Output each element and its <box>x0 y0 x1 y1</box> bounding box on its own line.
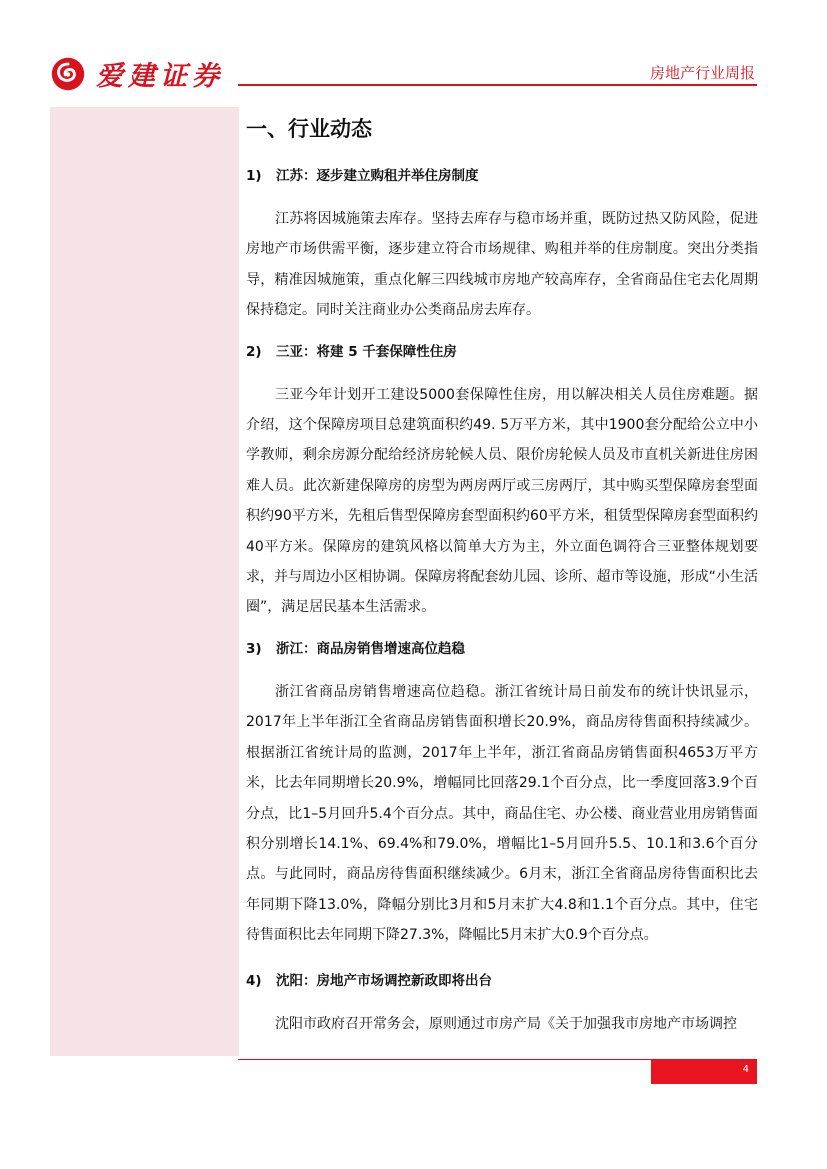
report-title: 房地产行业周报 <box>649 64 755 82</box>
section-title: 一、行业动态 <box>246 117 372 141</box>
item-heading-text: 江苏：逐步建立购租并举住房制度 <box>276 168 479 184</box>
item-heading <box>246 635 758 665</box>
item-heading-text: 三亚：将建 5 千套保障性住房 <box>276 343 457 360</box>
item-number: 3) <box>246 640 262 657</box>
main-content <box>246 110 758 1039</box>
logo-swirl-icon <box>50 56 86 92</box>
item-number: 4) <box>246 972 262 989</box>
item-body: 沈阳市政府召开常务会，原则通过市房产局《关于加强我市房地产市场调控 <box>275 1015 737 1032</box>
item-heading <box>246 162 758 192</box>
company-logo <box>50 54 224 93</box>
item-body: 三亚今年计划开工建设5000套保障性住房，用以解决相关人员住房难题。据介绍，这个保障房项目总建筑面积约49. 5万平方米，其中1900套分配给公立中小学教师，剩余房源分配给经济房轮候人员、限价房轮候人员及市直机关新进住房困难人员。此次新建保障房的房型为两房两厅或三房两厅，其中购买型保障房套型面积约90平方米，先租后售型保障房套型面积约60平方米，租赁型保障房套型面积约40平方米。保障房的建筑风格以简单大方为主，外立面色调符合三亚整体规划要求，并与周边小区相协调。保障房将配套幼儿园、诊所、超市等设施，形成“小生活圈”，满足居民基本生活需求。 <box>246 386 758 616</box>
item-number: 1) <box>246 168 262 184</box>
item-heading-text: 浙江：商品房销售增速高位趋稳 <box>276 640 465 657</box>
item-number: 2) <box>246 343 262 360</box>
item-body: 江苏将因城施策去库存。坚持去库存与稳市场并重，既防过热又防风险，促进房地产市场供需平衡，逐步建立符合市场规律、购租并举的住房制度。突出分类指导，精准因城施策，重点化解三四线城市房地产较高库存，全省商品住宅去化周期保持稳定。同时关注商业办公类商品房去库存。 <box>246 211 758 319</box>
item-body: 浙江省商品房销售增速高位趋稳。浙江省统计局日前发布的统计快讯显示，2017年上半年浙江全省商品房销售面积增长20.9%，商品房待售面积持续减少。根据浙江省统计局的监测，2017年上半年，浙江省商品房销售面积4653万平方米，比去年同期增长20.9%，增幅同比回落29.1个百分点，比一季度回落3.9个百分点，比1–5月回升5.4个百分点。其中，商品住宅、办公楼、商业营业用房销售面积分别增长14.1%、69.4%和79.0%，增幅比1–5月回升5.5、10.1和3.6个百分点。与此同时，商品房待售面积继续减少。6月末，浙江全省商品房待售面积比去年同期下降13.0%，降幅分别比3月和5月末扩大4.8和1.1个百分点。其中，住宅待售面积比去年同期下降27.3%，降幅比5月末扩大0.9个百分点。 <box>246 683 758 944</box>
item-heading <box>246 338 758 368</box>
header-divider <box>238 84 757 86</box>
item-heading-text: 沈阳：房地产市场调控新政即将出台 <box>276 972 492 989</box>
page-number: 4 <box>651 1060 757 1084</box>
logo-text: 爱建证券 <box>96 61 224 92</box>
item-heading <box>246 967 758 997</box>
page-header <box>0 0 827 100</box>
sidebar-panel <box>50 107 239 1056</box>
